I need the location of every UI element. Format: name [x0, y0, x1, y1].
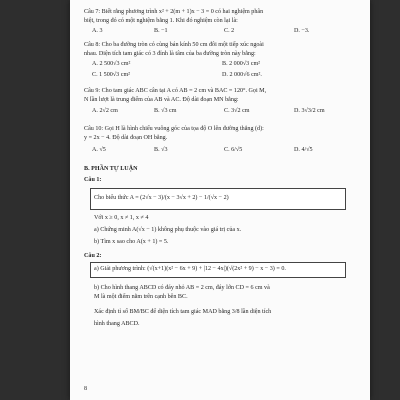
cau1-expression: Cho biểu thức A = (2√x − 3)/(x − 3√x + 2) − 1/(√x − 2): [94, 195, 229, 201]
q8-options-row1: [92, 61, 362, 72]
q7-options: [92, 28, 362, 39]
cau1-title: Câu 1:: [84, 177, 102, 183]
cau1-part-b: b) Tìm x sao cho A(x + 1) = 5.: [94, 239, 169, 245]
q7-option-a: A. 3: [92, 28, 103, 34]
page-number: 8: [84, 386, 87, 392]
q8-option-a: A. 2 500√3 cm²: [92, 61, 131, 67]
q9-options: [92, 108, 362, 119]
cau2-title: Câu 2:: [84, 253, 102, 259]
q8-option-b: B. 2 000√3 cm²: [222, 61, 261, 67]
q9-option-a: A. 2√2 cm: [92, 108, 118, 114]
section-b-heading: B. PHẦN TỰ LUẬN: [84, 166, 138, 172]
q10-option-a: A. √5: [92, 147, 106, 153]
q8-option-c: C. 1 500√3 cm²: [92, 72, 131, 78]
q10-option-c: C. 6/√5: [224, 147, 243, 153]
q8-line1: Câu 8: Cho ba đường tròn có cùng bán kính 50 cm đôi một tiếp xúc ngoài: [84, 42, 264, 48]
q8-option-d: D. 2 000√6 cm².: [222, 72, 262, 78]
q10-option-b: B. √3: [154, 147, 168, 153]
q9-option-c: C. 3√2 cm: [224, 108, 250, 114]
q9-line2: N lần lượt là trung điểm của AB và AC. Độ dài đoạn MN bằng:: [84, 97, 239, 103]
q7-option-b: B. −1: [154, 28, 168, 34]
q7-line1: Câu 7: Biết rằng phương trình x² + 2(m + 1)x − 3 = 0 có hai nghiệm phân: [84, 9, 264, 15]
document-page: [70, 0, 370, 400]
q10-option-d: D. 4/√5: [294, 147, 313, 153]
cau1-part-a: a) Chứng minh A(√x − 1) không phụ thuộc vào giá trị của x.: [94, 227, 242, 233]
q10-line2: y = 2x − 4. Độ dài đoạn OH bằng.: [84, 135, 168, 141]
q9-line1: Câu 9: Cho tam giác ABC cân tại A có AB = 2 cm và BAC = 120°. Gọi M,: [84, 88, 267, 94]
q7-line2: biệt, trong đó có một nghiệm bằng 1. Khi đó nghiệm còn lại là:: [84, 18, 238, 24]
q7-option-d: D. −3.: [294, 28, 310, 34]
q10-line1: Câu 10: Gọi H là hình chiếu vuông góc của tọa độ O lên đường thẳng (d):: [84, 126, 264, 132]
cau2-part-b-line1: b) Cho hình thang ABCD có đáy nhỏ AB = 2 cm, đáy lớn CD = 6 cm và: [94, 285, 270, 291]
q9-option-d: D. 3√3/2 cm: [294, 108, 325, 114]
q8-line2: nhau. Diện tích tam giác có 3 đỉnh là tâm của ba đường tròn này bằng:: [84, 51, 256, 57]
cau2-part-b-line4: hình thang ABCD.: [94, 321, 140, 327]
q8-options-row2: [92, 72, 362, 83]
q10-options: [92, 147, 362, 158]
cau2-part-b-line2: M là một điểm nằm trên cạnh bên BC.: [94, 294, 188, 300]
q9-option-b: B. √3 cm: [154, 108, 177, 114]
cau1-condition: Với x ≥ 0, x ≠ 1, x ≠ 4: [94, 215, 149, 221]
cau2-part-a: a) Giải phương trình: (√(x+1)(x² − 6x + 9) + |12 − 4x|)(√(2x² + 9) − x − 3) = 0.: [94, 266, 286, 272]
q7-option-c: C. 2: [224, 28, 235, 34]
cau2-part-b-line3: Xác định tỉ số BM/BC để diện tích tam giác MAD bằng 3/8 lần diện tích: [94, 309, 272, 315]
